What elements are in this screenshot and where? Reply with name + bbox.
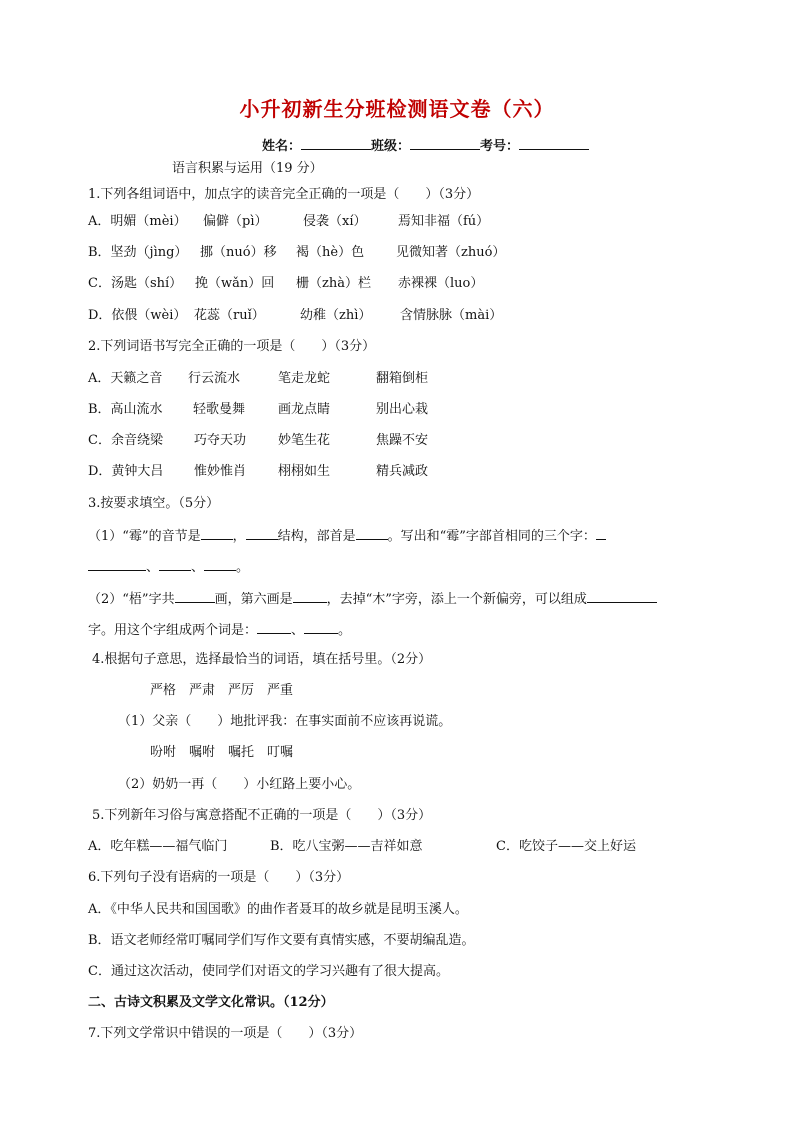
q1-b-3: 褐（hè）色 [296,245,365,260]
blank [88,558,146,571]
exam-no-blank [519,136,589,150]
q1-c-4: 赤裸裸（luo） [398,276,484,291]
q6-option-b: B．语文老师经常叮嘱同学们写作文要有真情实感，不要胡编乱造。 [88,933,475,948]
q1-d-2: 花蕊（ruǐ） [194,308,265,323]
q6-option-a: A．《中华人民共和国国歌》的曲作者聂耳的故乡就是昆明玉溪人。 [88,902,468,917]
q6-stem: 6.下列句子没有语病的一项是（ ）（3分） [88,870,350,885]
q4-word-choices-1: 严格 严肃 严厉 严重 [150,683,294,698]
q2-stem: 2.下列词语书写完全正确的一项是（ ）（3分） [88,339,376,354]
q2-d-1: D．黄钟大吕 [88,464,164,479]
q3-part2-line2: 字。用这个字组成两个词是： 、 。 [88,623,352,638]
q2-b-4: 别出心栽 [376,402,429,417]
q1-b-1: B．坚劲（jìng） [88,245,188,260]
blank [204,558,236,571]
blank [293,590,327,603]
name-label: 姓名： [262,139,302,154]
q2-a-4: 翻箱倒柜 [376,371,429,386]
q1-d-3: 幼稚（zhì） [300,308,372,323]
q3-part1-line1: （1）“霉”的音节是 ， 结构，部首是 。写出和“霉”字部首相同的三个字： [88,527,606,545]
q1-d-1: D．依偎（wèi） [88,308,187,323]
q5-option-c: C．吃饺子——交上好运 [496,839,636,854]
blank [246,527,278,540]
blank [159,558,191,571]
q4-sentence-1: （1）父亲（ ）地批评我：在事实面前不应该再说谎。 [118,714,452,729]
q7-stem: 7.下列文学常识中错误的一项是（ ）（3分） [88,1026,363,1041]
blank [175,590,215,603]
section-2-heading: 二、古诗文积累及文学文化常识。（12分） [88,995,334,1010]
q3-part2-line1: （2）“梧”字共 画，第六画是 ，去掉“木”字旁，添上一个新偏旁，可以组成 [88,590,657,608]
blank [356,527,388,540]
blank [201,527,233,540]
q1-c-2: 挽（wǎn）回 [195,276,275,291]
q5-option-a: A．吃年糕——福气临门 [88,839,228,854]
q1-a-2: 偏僻（pì） [203,214,268,229]
section-1-heading: 语言积累与运用（19 分） [172,161,323,176]
q1-stem: 1.下列各组词语中，加点字的读音完全正确的一项是（ ）（3分） [88,187,480,202]
q1-c-3: 栅（zhà）栏 [296,276,371,291]
q4-stem: 4.根据句子意思，选择最恰当的词语，填在括号里。（2分） [92,652,432,667]
q1-c-1: C．汤匙（shí） [88,276,183,291]
q1-d-4: 含情脉脉（mài） [400,308,503,323]
q2-a-2: 行云流水 [188,371,241,386]
q2-b-2: 轻歌曼舞 [193,402,246,417]
q4-word-choices-2: 吩咐 嘱咐 嘱托 叮嘱 [150,745,294,760]
q2-a-3: 笔走龙蛇 [278,371,331,386]
blank [587,590,657,603]
q2-b-3: 画龙点睛 [278,402,331,417]
q2-c-3: 妙笔生花 [278,433,331,448]
q1-b-4: 见微知著（zhuó） [396,245,506,260]
exam-no-label: 考号： [480,139,520,154]
q1-a-3: 侵袭（xí） [303,214,367,229]
blank [257,621,291,634]
class-blank [410,136,480,150]
q2-c-1: C．余音绕梁 [88,433,163,448]
q5-option-b: B．吃八宝粥——吉祥如意 [270,839,423,854]
class-label: 班级： [371,139,411,154]
q6-option-c: C．通过这次活动，使同学们对语文的学习兴趣有了很大提高。 [88,964,449,979]
exam-title: 小升初新生分班检测语文卷（六） [239,97,555,121]
q5-stem: 5.下列新年习俗与寓意搭配不正确的一项是（ ）（3分） [92,808,432,823]
q1-a-1: A．明媚（mèi） [88,214,187,229]
q2-c-2: 巧夺天功 [194,433,247,448]
q2-d-4: 精兵减政 [376,464,429,479]
q2-d-2: 惟妙惟肖 [194,464,247,479]
q2-b-1: B．高山流水 [88,402,163,417]
q2-c-4: 焦躁不安 [376,433,429,448]
student-info-row [262,135,589,154]
q1-a-4: 焉知非福（fú） [398,214,490,229]
blank [304,621,338,634]
q2-d-3: 栩栩如生 [278,464,331,479]
q3-part1-line2: 、 、 。 [88,558,249,576]
q4-sentence-2: （2）奶奶一再（ ）小红路上要小心。 [118,777,361,792]
q2-a-1: A．天籁之音 [88,371,163,386]
q1-b-2: 挪（nuó）移 [200,245,277,260]
blank [596,527,606,540]
q3-stem: 3.按要求填空。（5分） [88,496,220,511]
name-blank [301,136,371,150]
